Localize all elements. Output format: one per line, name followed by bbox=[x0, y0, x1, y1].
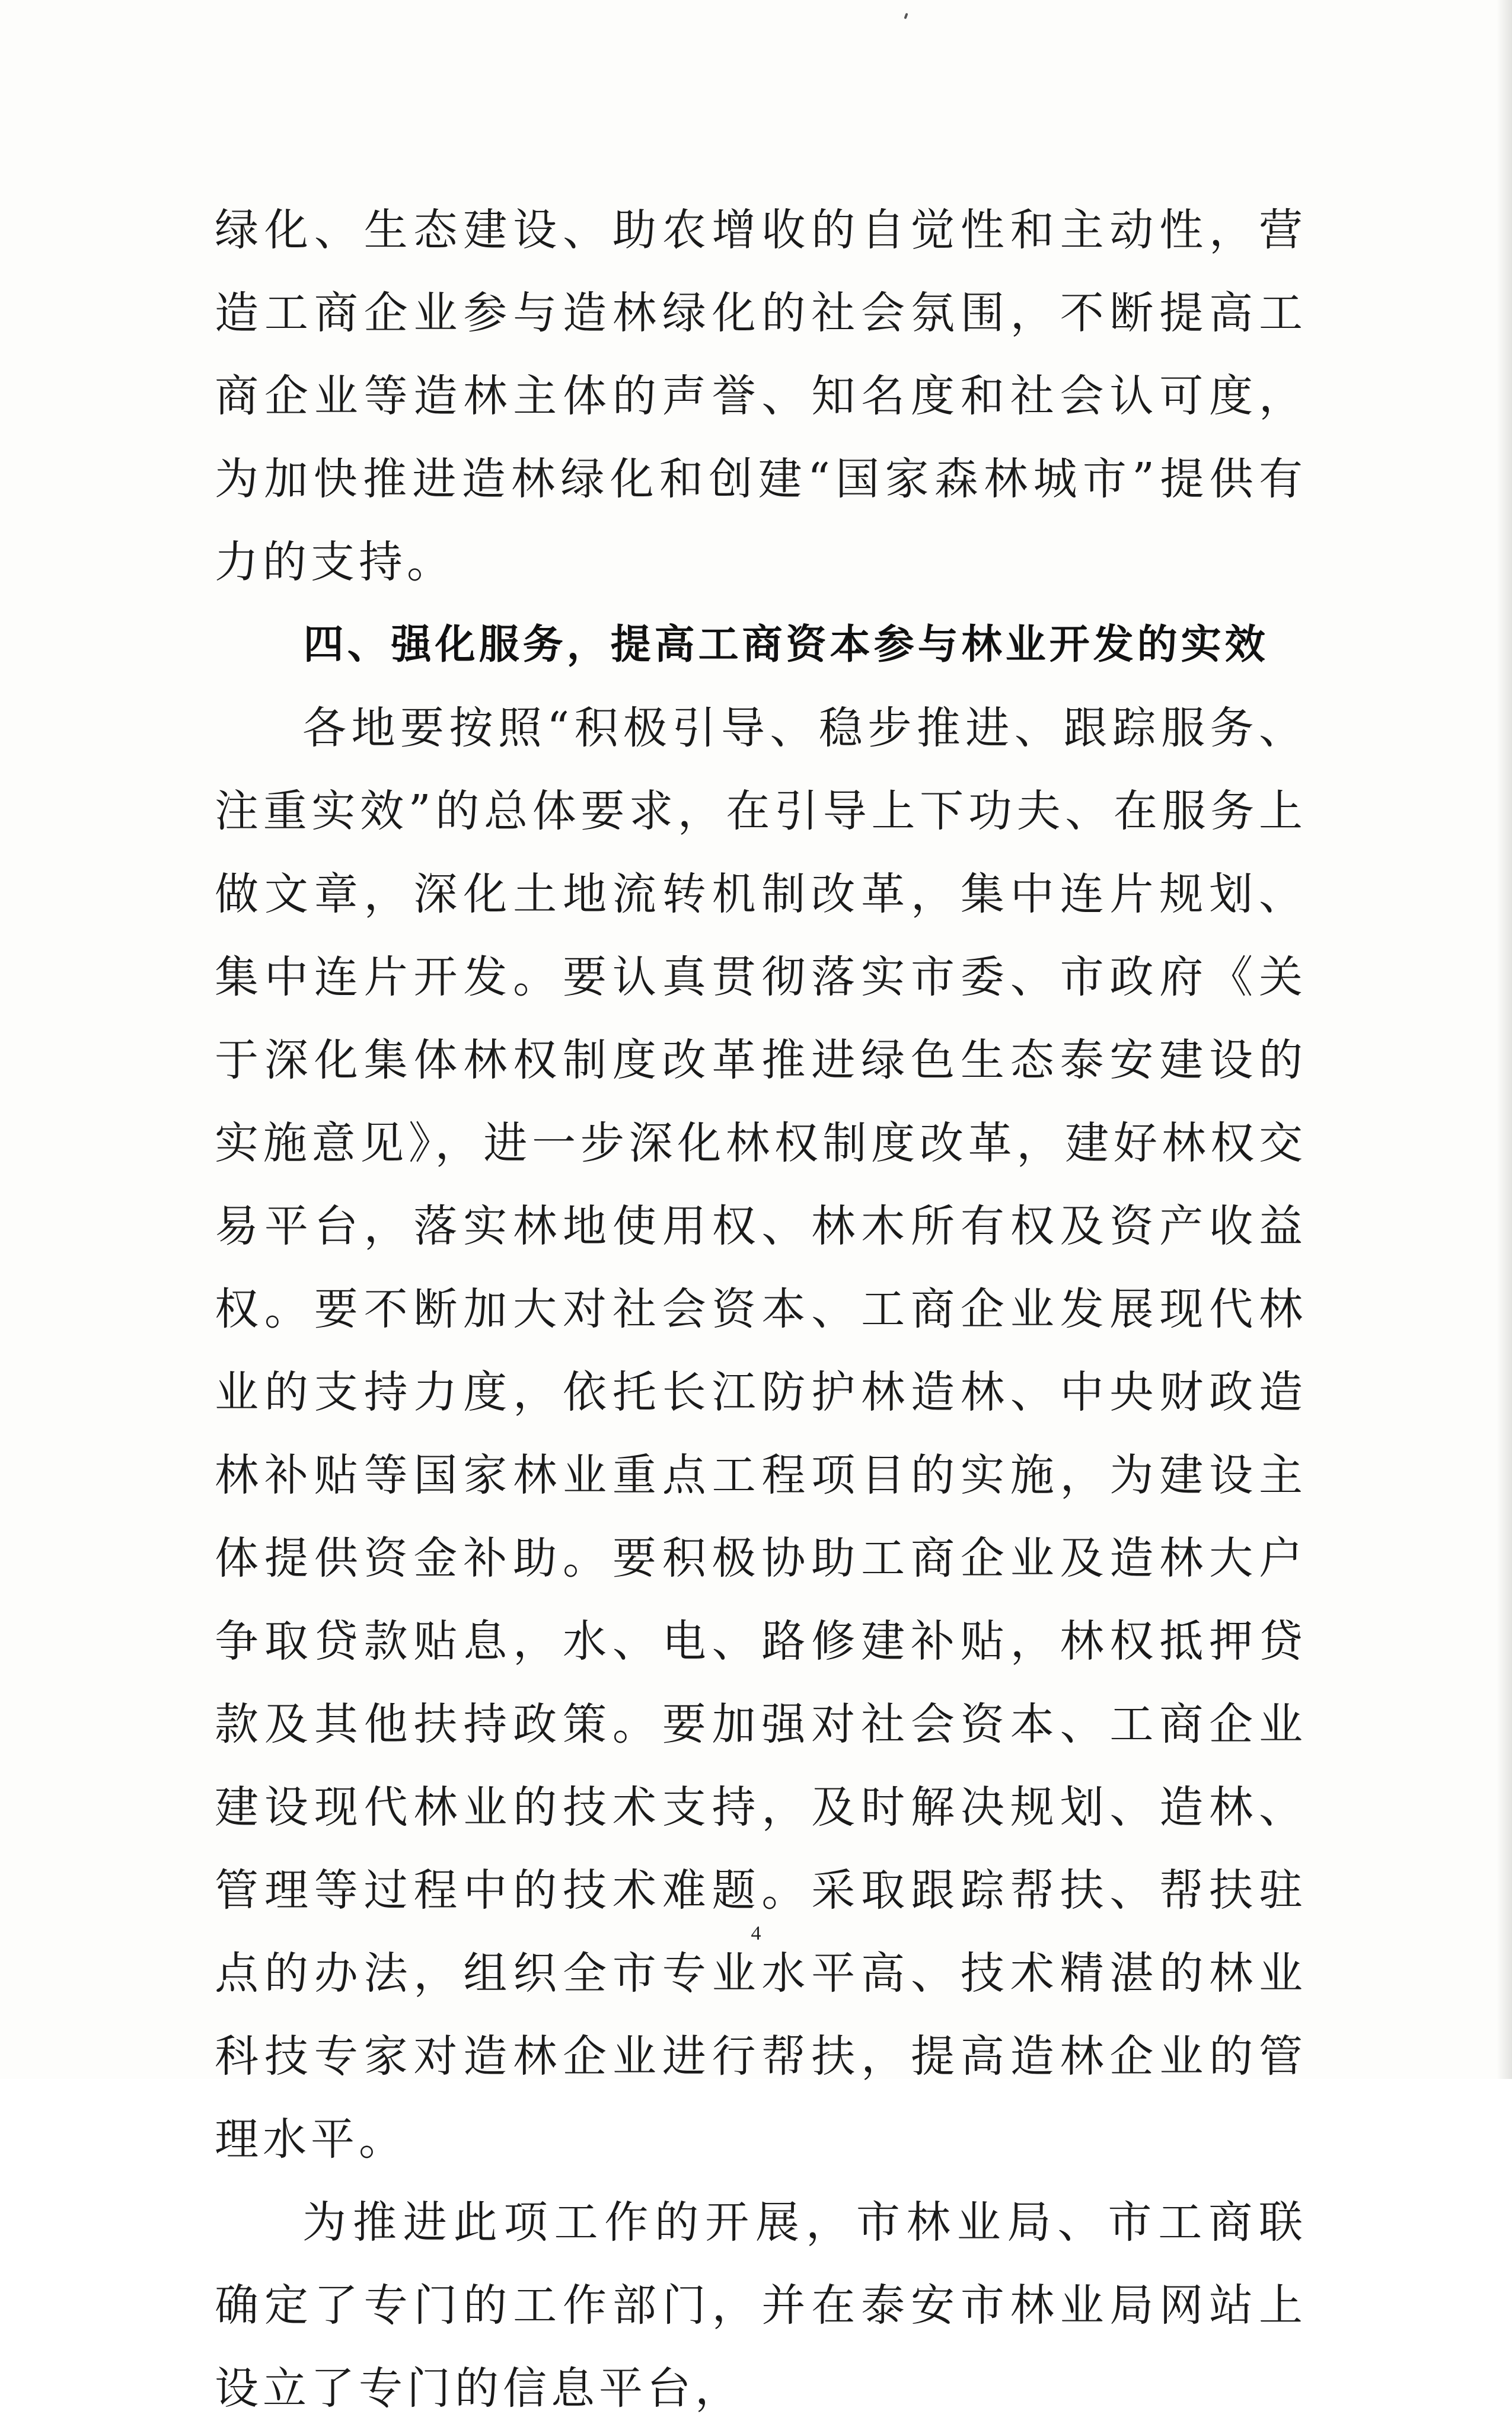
continuation-paragraph: 绿化、生态建设、助农增收的自觉性和主动性，营造工商企业参与造林绿化的社会氛围，不断提高工商企业等造林主体的声誉、知名度和社会认可度，为加快推进造林绿化和创建“国家森林城市”提供有力的支持。 bbox=[215, 205, 1307, 588]
section-paragraph: 各地要按照“积极引导、稳步推进、跟踪服务、注重实效”的总体要求，在引导上下功夫、在服务上做文章，深化土地流转机制改革，集中连片规划、集中连片开发。要认真贯彻落实市委、市政府《关于深化集体林权制度改革推进绿色生态泰安建设的实施意见》，进一步深化林权制度改革，建好林权交易平台，落实林地使用权、林木所有权及资产收益权。要不断加大对社会资本、工商企业发展现代林业的支持力度，依托长江防护林造林、中央财政造林补贴等国家林业重点工程项目的实施，为建设主体提供资金补助。要积极协助工商企业及造林大户争取贷款贴息，水、电、路修建补贴，林权抵押贷款及其他扶持政策。要加强对社会资本、工商企业建设现代林业的技术支持，及时解决规划、造林、管理等过程中的技术难题。采取跟踪帮扶、帮扶驻点的办法，组织全市专业水平高、技术精湛的林业科技专家对造林企业进行帮扶，提高造林企业的管理水平。 bbox=[215, 703, 1307, 2165]
closing-paragraph: 为推进此项工作的开展，市林业局、市工商联确定了专门的工作部门，并在泰安市林业局网站上设立了专门的信息平台， bbox=[215, 2197, 1307, 2414]
section-heading: 四、强化服务，提高工商资本参与林业开发的实效 bbox=[303, 621, 1269, 668]
page-number: 4 bbox=[751, 1922, 761, 1944]
document-body bbox=[215, 189, 1307, 2430]
scan-edge-shadow bbox=[1497, 0, 1512, 2079]
scan-speck bbox=[904, 13, 908, 20]
